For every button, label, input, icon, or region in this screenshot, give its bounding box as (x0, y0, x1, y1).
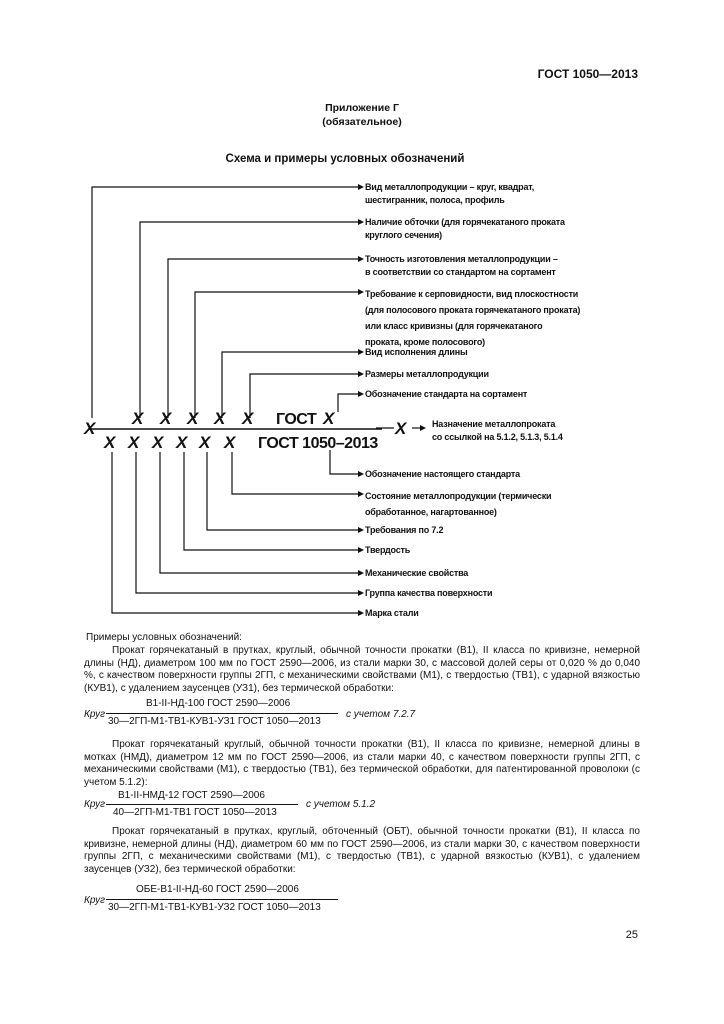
leader-lower-4 (184, 452, 358, 550)
schema-label: Группа качества поверхности (365, 588, 493, 598)
leader-lower-3 (207, 452, 358, 530)
appendix-title: Приложение Г (325, 102, 399, 114)
example-paragraph: Прокат горячекатаный в прутках, круглый, обточенный (ОБТ), обычной точности прокатки (В1), II класса по кривизне, немерной длины (НД), диаметром 60 мм по ГОСТ 2590—2006, из стали марки 30, с качеством поверхности группы 2ГП, с механическими свойствами (М1), с твердостью (ТВ1), с ударной вязкостью (КУВ1), с удалением заусенцев (УЗ2), без термической обработки: (84, 826, 640, 875)
header-standard: ГОСТ 1050—2013 (537, 67, 638, 81)
formula-numerator: В1-II-НМД-12 ГОСТ 2590—2006 (118, 790, 265, 801)
formula-suffix: с учетом 5.1.2 (306, 799, 376, 810)
schema-label: проката, кроме полосового) (365, 337, 485, 347)
fraction-line (106, 899, 338, 900)
formula-numerator: ОБЕ-В1-II-НД-60 ГОСТ 2590—2006 (136, 884, 299, 895)
x-symbol: X (199, 433, 211, 452)
schema-label: Требование к серповидности, вид плоскостности (365, 289, 579, 299)
x-symbol: X (242, 409, 254, 428)
x-symbol: X (176, 433, 188, 452)
schema-title: Схема и примеры условных обозначений (225, 153, 465, 165)
x-symbol: X (128, 433, 140, 452)
schema-label: Вид исполнения длины (365, 347, 468, 357)
formula-denominator: 30—2ГП-М1-ТВ1-КУВ1-УЗ2 ГОСТ 1050—2013 (108, 902, 321, 913)
x-symbol: X (152, 433, 164, 452)
schema-label: Твердость (365, 545, 411, 555)
leader-lower-1 (330, 450, 358, 474)
x-symbol: X (214, 409, 226, 428)
formula-denominator: 40—2ГП-М1-ТВ1 ГОСТ 1050—2013 (113, 807, 277, 818)
schema-label: Обозначение настоящего стандарта (365, 469, 520, 479)
fraction-line (106, 804, 298, 805)
schema-label: Размеры металлопродукции (365, 369, 489, 379)
leader-lower-2 (232, 452, 358, 494)
leader-upper-2 (140, 222, 358, 418)
x-symbol: X (187, 409, 199, 428)
formula-suffix: с учетом 7.2.7 (346, 709, 416, 720)
formula-prefix: Круг (84, 895, 106, 906)
schema-label: со ссылкой на 5.1.2, 5.1.3, 5.1.4 (432, 431, 563, 442)
x-symbol: X (84, 419, 96, 438)
leader-lower-6 (136, 452, 358, 593)
schema-label: или класс кривизны (для горячекатаного (365, 321, 543, 331)
x-symbol: X (104, 433, 116, 452)
x-symbol: X (395, 419, 407, 438)
schema-label: Требования по 7.2 (365, 525, 444, 535)
formula-prefix: Круг (84, 799, 106, 810)
fraction-line (106, 713, 338, 714)
formula-denominator: 30—2ГП-М1-ТВ1-КУВ1-УЗ1 ГОСТ 1050—2013 (108, 716, 321, 727)
examples-intro: Примеры условных обозначений: (86, 632, 242, 643)
gost-short: ГОСТ (276, 411, 317, 428)
leader-upper-3 (168, 259, 358, 418)
schema-label: Назначение металлопроката (432, 419, 556, 429)
x-symbol: X (132, 409, 144, 428)
schema-label: Состояние металлопродукции (термически (365, 491, 552, 501)
schema-label: Обозначение стандарта на сортамент (365, 389, 528, 399)
leader-lower-5 (160, 452, 358, 573)
schema-label: обработанное, нагартованное) (365, 507, 497, 517)
schema-label: круглого сечения) (365, 229, 442, 240)
gost-full: ГОСТ 1050–2013 (258, 435, 378, 452)
schema-label: шестигранник, полоса, профиль (365, 194, 505, 205)
schema-label: (для полосового проката горячекатаного проката) (365, 305, 581, 315)
leader-upper-7 (338, 394, 358, 412)
schema-label: Точность изготовления металлопродукции – (365, 254, 558, 264)
schema-label: Марка стали (365, 608, 419, 618)
x-symbol: X (323, 409, 335, 428)
page-number: 25 (625, 929, 638, 941)
leader-lower-7 (112, 452, 358, 613)
appendix-status: (обязательное) (322, 116, 402, 128)
example-paragraph: Прокат горячекатаный в прутках, круглый, обычной точности прокатки (В1), II класса по кривизне, немерной длины (НД), диаметром 100 мм по ГОСТ 2590—2006, из стали марки 30, с массовой долей серы от 0,020 % до 0,040 %, с качеством поверхности группы 2ГП, с механическими свойствами (М1), с твердостью (ТВ1), с ударной вязкостью (КУВ1), с удалением заусенцев (УЗ1), без термической обработки: (84, 645, 640, 694)
x-symbol: X (224, 433, 236, 452)
schema-label: Наличие обточки (для горячекатаного проката (365, 217, 565, 227)
schema-label: в соответствии со стандартом на сортамент (365, 266, 556, 277)
x-symbol: X (160, 409, 172, 428)
schema-label: Вид металлопродукции – круг, квадрат, (365, 182, 535, 192)
leader-upper-4 (195, 292, 358, 418)
schema-label: Механические свойства (365, 568, 469, 578)
formula-prefix: Круг (84, 709, 106, 720)
example-paragraph: Прокат горячекатаный круглый, обычной точности прокатки (В1), II класса по кривизне, немерной длины в мотках (НМД), диаметром 12 мм по ГОСТ 2590—2006, из стали марки 40, с качеством поверхности группы 2ГП, с механическими свойствами (М1), с твердостью (ТВ1), без термической обработки, для патентированной проволоки (с учетом 5.1.2): (84, 739, 640, 788)
formula-numerator: В1-II-НД-100 ГОСТ 2590—2006 (146, 698, 291, 709)
